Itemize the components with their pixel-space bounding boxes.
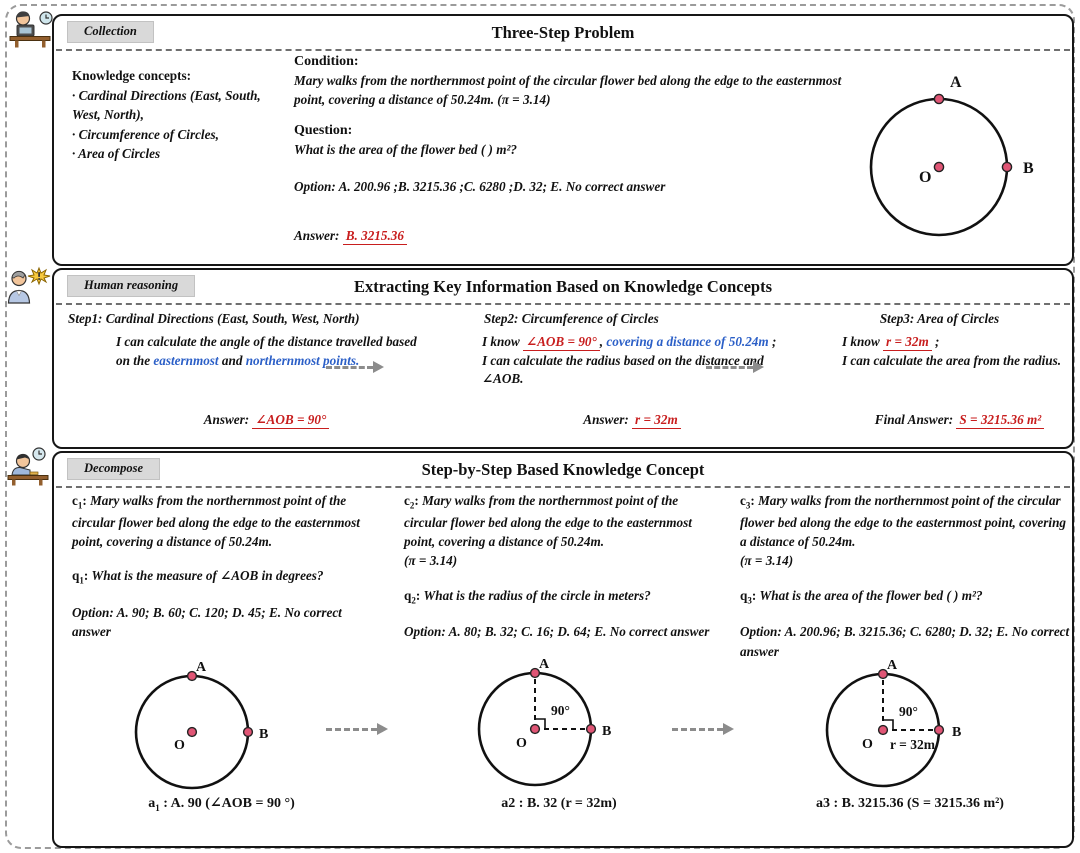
human-reasoning-panel xyxy=(52,268,1074,449)
step3-body xyxy=(842,333,1080,370)
knowledge-item: · Cardinal Directions (East, South, West, North), xyxy=(72,87,261,123)
center-o-label: O xyxy=(516,736,527,751)
answer-line xyxy=(294,227,854,246)
subproblem-1 xyxy=(72,491,376,642)
collection-panel xyxy=(52,14,1074,266)
decompose-panel xyxy=(52,451,1074,848)
answer-tag: a xyxy=(148,796,156,811)
angle-label: 90° xyxy=(551,703,570,718)
step1-text: I can calculate the angle of the distance travelled based on the xyxy=(116,334,417,368)
condition-2-pi: (π = 3.14) xyxy=(404,553,458,569)
step2-line2: I can calculate the radius based on the distance and ∠AOB. xyxy=(482,352,764,387)
step1-text: and xyxy=(218,352,246,368)
condition-2 xyxy=(404,491,714,551)
condition-text: Mary walks from the northernmost point of the circular flower bed along the edge to the easternmost point, covering a distance of 50.24m. xyxy=(72,493,360,550)
header-divider xyxy=(56,49,1070,51)
subproblem-3 xyxy=(740,491,1072,661)
condition-heading: Condition: xyxy=(294,54,359,69)
knowledge-heading: Knowledge concepts: xyxy=(72,68,192,83)
step3-line2: I can calculate the area from the radius. xyxy=(842,352,1062,368)
step2-blue-text: covering a distance of 50.24m xyxy=(606,334,769,349)
subanswer-3 xyxy=(754,794,1066,815)
step1-blue-text: easternmost xyxy=(153,352,219,368)
options-2: Option: A. 80; B. 32; C. 16; D. 64; E. No correct answer xyxy=(404,624,710,640)
subproblem-2 xyxy=(404,491,714,642)
point-b-label: B xyxy=(259,727,269,742)
flow-arrow-icon xyxy=(326,360,384,374)
condition-tag-sub: 1 xyxy=(77,500,83,511)
step3-line1 xyxy=(842,333,1080,352)
question-1 xyxy=(72,566,376,588)
condition-sep: : xyxy=(82,493,91,508)
answer-tag: a3 xyxy=(816,796,831,811)
decompose-label: Decompose xyxy=(67,458,160,480)
final-answer-value: S = 3215.36 m² xyxy=(956,412,1044,429)
answer-tag-sub: 1 xyxy=(155,802,160,813)
circle-diagram-step3 xyxy=(798,654,984,794)
question-sep: : xyxy=(83,568,92,584)
human-reasoning-label: Human reasoning xyxy=(67,275,195,297)
flow-arrow-icon xyxy=(706,360,764,374)
person-writing-icon xyxy=(6,446,52,486)
circle-diagram-step2 xyxy=(450,653,630,793)
options-text: Option: A. 200.96 ;B. 3215.36 ;C. 6280 ;D. 32; E. No correct answer xyxy=(294,178,666,194)
step2-text: , xyxy=(599,334,607,349)
step3-heading: Step3: Area of Circles xyxy=(879,311,1000,326)
question-3 xyxy=(740,586,1072,608)
condition-tag-sub: 3 xyxy=(745,500,751,511)
angle-label: 90° xyxy=(899,704,918,719)
question-tag: q xyxy=(404,587,412,603)
header-divider xyxy=(56,486,1070,488)
condition-3 xyxy=(740,491,1072,551)
question-text: What is the radius of the circle in meters? xyxy=(423,587,651,603)
center-o-label: O xyxy=(174,738,185,753)
step2-text: ; xyxy=(768,334,777,349)
person-computer-icon xyxy=(8,10,54,48)
collection-label: Collection xyxy=(67,21,154,43)
step2-answer-label: Answer: xyxy=(583,412,629,427)
condition-1 xyxy=(72,491,376,551)
condition-sep: : xyxy=(414,493,423,508)
condition-tag: c xyxy=(72,493,78,508)
point-a-label: A xyxy=(539,657,550,672)
step1-answer-label: Answer: xyxy=(203,412,250,427)
answer-text: : B. 3215.36 (S = 3215.36 m²) xyxy=(830,796,1004,811)
final-answer-line xyxy=(832,411,1080,430)
problem-block xyxy=(294,52,854,245)
question-sep: : xyxy=(751,587,760,603)
point-a-label: A xyxy=(196,660,207,675)
final-answer-label: Final Answer: xyxy=(874,412,954,427)
person-idea-icon xyxy=(6,266,52,304)
point-a-label: A xyxy=(950,74,962,91)
condition-tag: c xyxy=(740,493,746,508)
question-text: What is the area of the flower bed ( ) m²? xyxy=(759,587,983,603)
circle-diagram-step1 xyxy=(107,656,287,796)
step1-answer-line xyxy=(114,411,419,430)
answer-label: Answer: xyxy=(294,227,340,243)
step1-blue-text: northernmost points. xyxy=(245,352,360,368)
answer-text: : A. 90 (∠AOB = 90 °) xyxy=(159,796,295,811)
radius-label: r = 32m xyxy=(890,737,935,752)
question-tag-sub: 3 xyxy=(747,595,752,606)
answer-text: : B. 32 (r = 32m) xyxy=(515,796,617,811)
condition-3-pi: (π = 3.14) xyxy=(740,553,794,569)
question-2 xyxy=(404,586,714,608)
subanswer-1 xyxy=(74,794,369,815)
knowledge-concepts-block xyxy=(72,66,292,164)
step1-heading: Step1: Cardinal Directions (East, South, West, North) xyxy=(68,311,360,326)
flow-arrow-icon xyxy=(326,722,388,736)
options-3: Option: A. 200.96; B. 3215.36; C. 6280; D. 32; E. No correct answer xyxy=(740,624,1070,659)
question-sep: : xyxy=(415,587,424,603)
point-b-label: B xyxy=(602,724,612,739)
condition-sep: : xyxy=(750,493,759,508)
step2-text: I know xyxy=(482,334,524,349)
center-o-label: O xyxy=(919,169,932,186)
subanswer-2 xyxy=(409,794,709,815)
step2-answer-value: r = 32m xyxy=(632,412,681,429)
question-tag-sub: 1 xyxy=(79,575,84,586)
condition-tag: c xyxy=(404,493,410,508)
step2-heading: Step2: Circumference of Circles xyxy=(484,311,659,326)
condition-text: Mary walks from the northernmost point of the circular flower bed along the edge to the easternmost point, covering a distance of 50.24m. xyxy=(404,493,692,550)
step2-line1 xyxy=(482,333,789,352)
condition-text: Mary walks from the northernmost point of the circular flower bed along the edge to the easternmost point, covering a distance of 50.24m. xyxy=(740,493,1067,550)
collection-title: Three-Step Problem xyxy=(491,23,635,42)
step1-answer-value: ∠AOB = 90° xyxy=(252,412,329,429)
human-reasoning-title: Extracting Key Information Based on Knowledge Concepts xyxy=(354,277,772,296)
header-divider xyxy=(56,303,1070,305)
center-o-label: O xyxy=(862,737,873,752)
step3-text: I know xyxy=(842,334,884,349)
question-tag: q xyxy=(72,568,80,584)
knowledge-item: · Circumference of Circles, xyxy=(72,126,219,142)
step2-answer-line xyxy=(482,411,782,430)
question-text: What is the area of the flower bed ( ) m²? xyxy=(294,142,518,158)
point-b-label: B xyxy=(1023,160,1034,177)
question-tag: q xyxy=(740,587,748,603)
flow-arrow-icon xyxy=(672,722,734,736)
step2-red-text: ∠AOB = 90° xyxy=(523,334,600,351)
decompose-title: Step-by-Step Based Knowledge Concept xyxy=(421,460,705,479)
question-heading: Question: xyxy=(294,123,353,139)
condition-tag-sub: 2 xyxy=(409,500,415,511)
answer-tag: a2 xyxy=(501,796,516,811)
point-b-label: B xyxy=(952,725,962,740)
question-tag-sub: 2 xyxy=(411,595,416,606)
step3-red-text: r = 32m xyxy=(883,334,932,351)
point-a-label: A xyxy=(887,658,898,673)
circle-diagram-main xyxy=(844,60,1054,256)
condition-text: Mary walks from the northernmost point of the circular flower bed along the edge to the easternmost point, covering a distance of 50.24m. (π = 3.14) xyxy=(294,72,842,107)
answer-value: B. 3215.36 xyxy=(343,228,407,245)
question-text: What is the measure of ∠AOB in degrees? xyxy=(91,568,324,584)
options-1: Option: A. 90; B. 60; C. 120; D. 45; E. No correct answer xyxy=(72,605,342,640)
step3-text: ; xyxy=(931,334,940,349)
knowledge-item: · Area of Circles xyxy=(72,146,161,162)
